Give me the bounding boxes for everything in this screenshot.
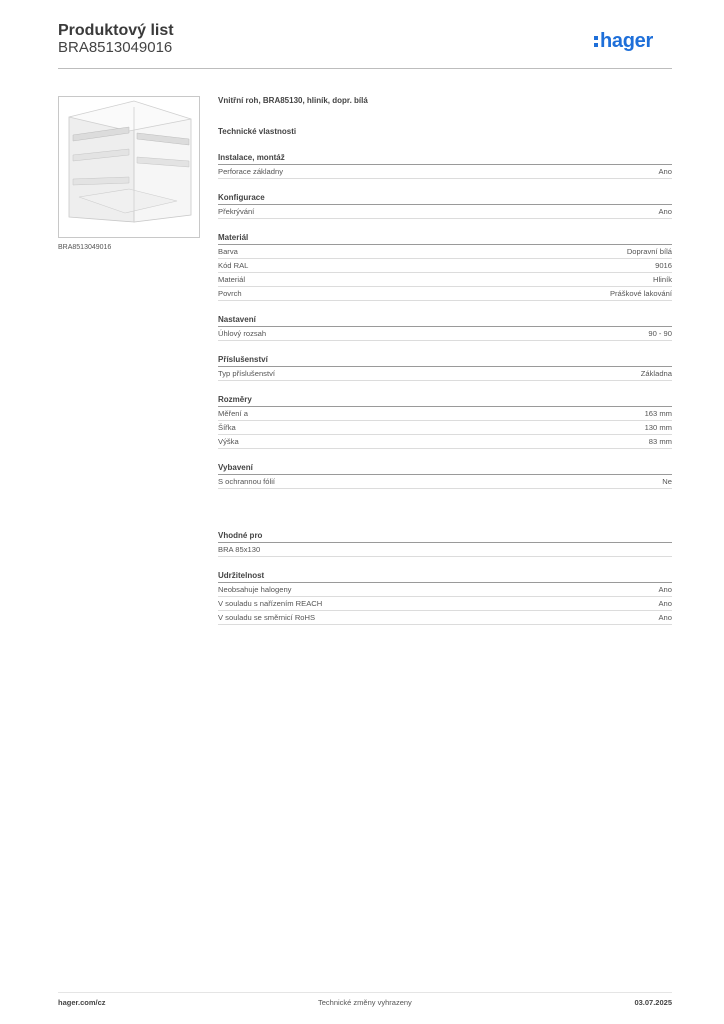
- spec-value: Ano: [658, 599, 672, 608]
- product-name: Vnitřní roh, BRA85130, hliník, dopr. bílá: [218, 96, 368, 105]
- spec-row: [218, 273, 672, 287]
- page-title: Produktový list: [58, 22, 174, 39]
- technical-heading: Technické vlastnosti: [218, 127, 297, 136]
- spec-row: [218, 611, 672, 625]
- spec-section: [218, 462, 672, 489]
- spec-label: Kód RAL: [218, 261, 249, 270]
- section-title: Vybavení: [218, 462, 672, 475]
- section-title: Vhodné pro: [218, 530, 672, 543]
- section-title: Materiál: [218, 232, 672, 245]
- footer-divider: [58, 992, 672, 993]
- image-caption: BRA8513049016: [58, 244, 112, 251]
- spec-value: Ano: [658, 585, 672, 594]
- spec-section: [218, 314, 672, 341]
- spec-label: BRA 85x130: [218, 545, 261, 554]
- hager-logo: [594, 30, 653, 53]
- logo-dots-icon: [594, 33, 598, 50]
- spec-value: 90 - 90: [648, 329, 672, 338]
- spec-row: [218, 421, 672, 435]
- spec-row: [218, 435, 672, 449]
- spec-row: [218, 259, 672, 273]
- section-title: Rozměry: [218, 394, 672, 407]
- spec-value: 9016: [655, 261, 672, 270]
- spec-value: Dopravní bílá: [626, 247, 672, 256]
- spec-label: V souladu s nařízením REACH: [218, 599, 323, 608]
- sustainability-section: [218, 570, 672, 625]
- spec-label: Neobsahuje halogeny: [218, 585, 292, 594]
- footer-date: 03.07.2025: [634, 998, 672, 1007]
- spec-value: Základna: [640, 369, 672, 378]
- section-title: Instalace, montáž: [218, 152, 672, 165]
- spec-row: [218, 543, 672, 557]
- spec-section: [218, 152, 672, 179]
- spec-row: [218, 165, 672, 179]
- logo-text: hager: [600, 30, 653, 52]
- product-image: [58, 96, 200, 238]
- spec-sections: [218, 152, 672, 489]
- spec-section: [218, 394, 672, 449]
- section-title: Nastavení: [218, 314, 672, 327]
- footer-disclaimer: Technické změny vyhrazeny: [318, 998, 412, 1007]
- spec-value: 130 mm: [644, 423, 672, 432]
- spec-value: Ne: [662, 477, 672, 486]
- spec-label: Typ příslušenství: [218, 369, 275, 378]
- spec-label: Šířka: [218, 423, 236, 432]
- spec-row: [218, 597, 672, 611]
- spec-label: Materiál: [218, 275, 246, 284]
- spec-row: [218, 287, 672, 301]
- spec-label: Barva: [218, 247, 238, 256]
- suitable-section: [218, 530, 672, 557]
- spec-value: Ano: [658, 167, 672, 176]
- spec-section: [218, 354, 672, 381]
- spec-section: [218, 232, 672, 301]
- spec-label: V souladu se směrnicí RoHS: [218, 613, 316, 622]
- spec-row: [218, 245, 672, 259]
- header-divider: [58, 68, 672, 69]
- footer-website: hager.com/cz: [58, 998, 106, 1007]
- spec-label: Povrch: [218, 289, 242, 298]
- spec-value: 163 mm: [644, 409, 672, 418]
- section-title: Konfigurace: [218, 192, 672, 205]
- spec-value: Ano: [658, 207, 672, 216]
- spec-label: Perforace základny: [218, 167, 284, 176]
- spec-value: Práškové lakování: [609, 289, 672, 298]
- spec-label: Výška: [218, 437, 239, 446]
- spec-row: [218, 475, 672, 489]
- spec-value: Hliník: [653, 275, 672, 284]
- section-title: Příslušenství: [218, 354, 672, 367]
- spec-row: [218, 407, 672, 421]
- product-code: BRA8513049016: [58, 39, 173, 56]
- spec-row: [218, 205, 672, 219]
- spec-row: [218, 583, 672, 597]
- section-title: Udržitelnost: [218, 570, 672, 583]
- spec-row: [218, 367, 672, 381]
- spec-row: [218, 327, 672, 341]
- spec-label: Překrývání: [218, 207, 255, 216]
- spec-value: 83 mm: [648, 437, 672, 446]
- spec-label: S ochrannou fólií: [218, 477, 275, 486]
- spec-section: [218, 192, 672, 219]
- corner-duct-illustration: [59, 97, 199, 237]
- spec-label: Měření a: [218, 409, 248, 418]
- spec-value: Ano: [658, 613, 672, 622]
- specification-table: [218, 96, 672, 625]
- spec-label: Úhlový rozsah: [218, 329, 267, 338]
